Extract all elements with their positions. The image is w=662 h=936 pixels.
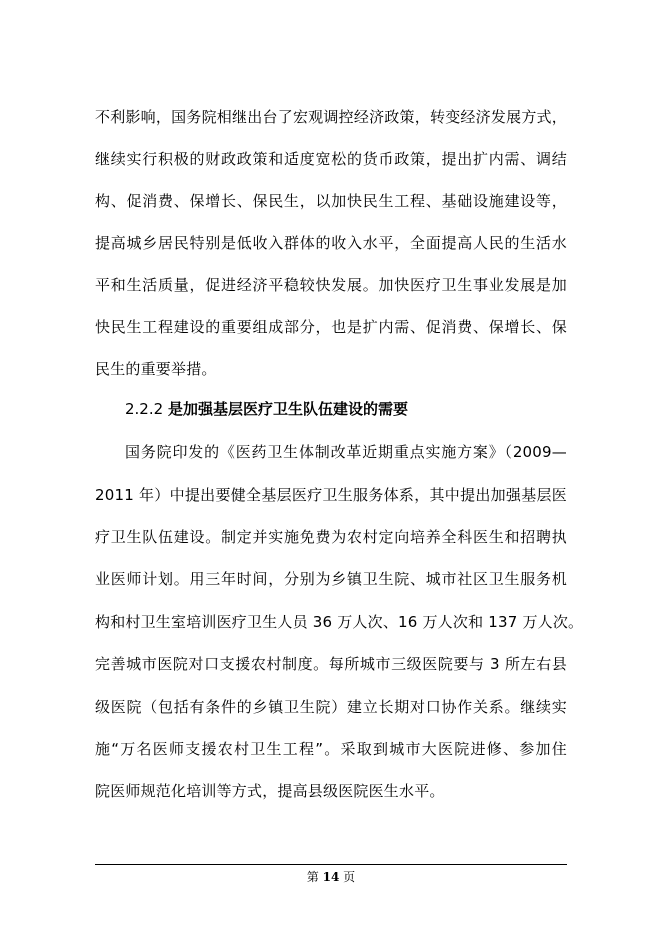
section-heading [125,399,408,419]
paragraph1-line-3: 构、促消费、保增长、保民生，以加快民生工程、基础设施建设等， [95,192,567,210]
footer-prefix: 第 [306,870,319,884]
paragraph2-line-8: 施“万名医师支援农村卫生工程”。采取到城市大医院进修、参加住 [95,740,567,758]
paragraph1-line-5: 平和生活质量，促进经济平稳较快发展。加快医疗卫生事业发展是加 [95,276,567,294]
page-number: 14 [322,870,340,884]
paragraph2-line-2: 2011 年）中提出要健全基层医疗卫生服务体系，其中提出加强基层医 [95,486,567,504]
section-title: 是加强基层医疗卫生队伍建设的需要 [167,400,408,418]
section-number: 2.2.2 [125,400,164,418]
paragraph2-line-9: 院医师规范化培训等方式，提高县级医院医生水平。 [95,782,445,800]
footer-suffix: 页 [343,870,356,884]
paragraph2-line-3: 疗卫生队伍建设。制定并实施免费为农村定向培养全科医生和招聘执 [95,528,567,546]
paragraph1-line-1: 不利影响，国务院相继出台了宏观调控经济政策，转变经济发展方式， [95,108,567,126]
footer-divider [95,864,567,865]
paragraph2-line-1: 国务院印发的《医药卫生体制改革近期重点实施方案》（2009— [125,443,567,461]
paragraph2-line-4: 业医师计划。用三年时间，分别为乡镇卫生院、城市社区卫生服务机 [95,570,567,588]
paragraph2-line-5: 构和村卫生室培训医疗卫生人员 36 万人次、16 万人次和 137 万人次。 [95,613,584,631]
paragraph2-line-7: 级医院（包括有条件的乡镇卫生院）建立长期对口协作关系。继续实 [95,698,567,716]
paragraph1-line-4: 提高城乡居民特别是低收入群体的收入水平，全面提高人民的生活水 [95,234,567,252]
paragraph1-line-6: 快民生工程建设的重要组成部分，也是扩内需、促消费、保增长、保 [95,318,567,336]
paragraph1-line-7: 民生的重要举措。 [95,360,217,378]
paragraph2-line-6: 完善城市医院对口支援农村制度。每所城市三级医院要与 3 所左右县 [95,655,567,673]
page-footer [0,869,662,885]
paragraph1-line-2: 继续实行积极的财政政策和适度宽松的货币政策，提出扩内需、调结 [95,150,567,168]
